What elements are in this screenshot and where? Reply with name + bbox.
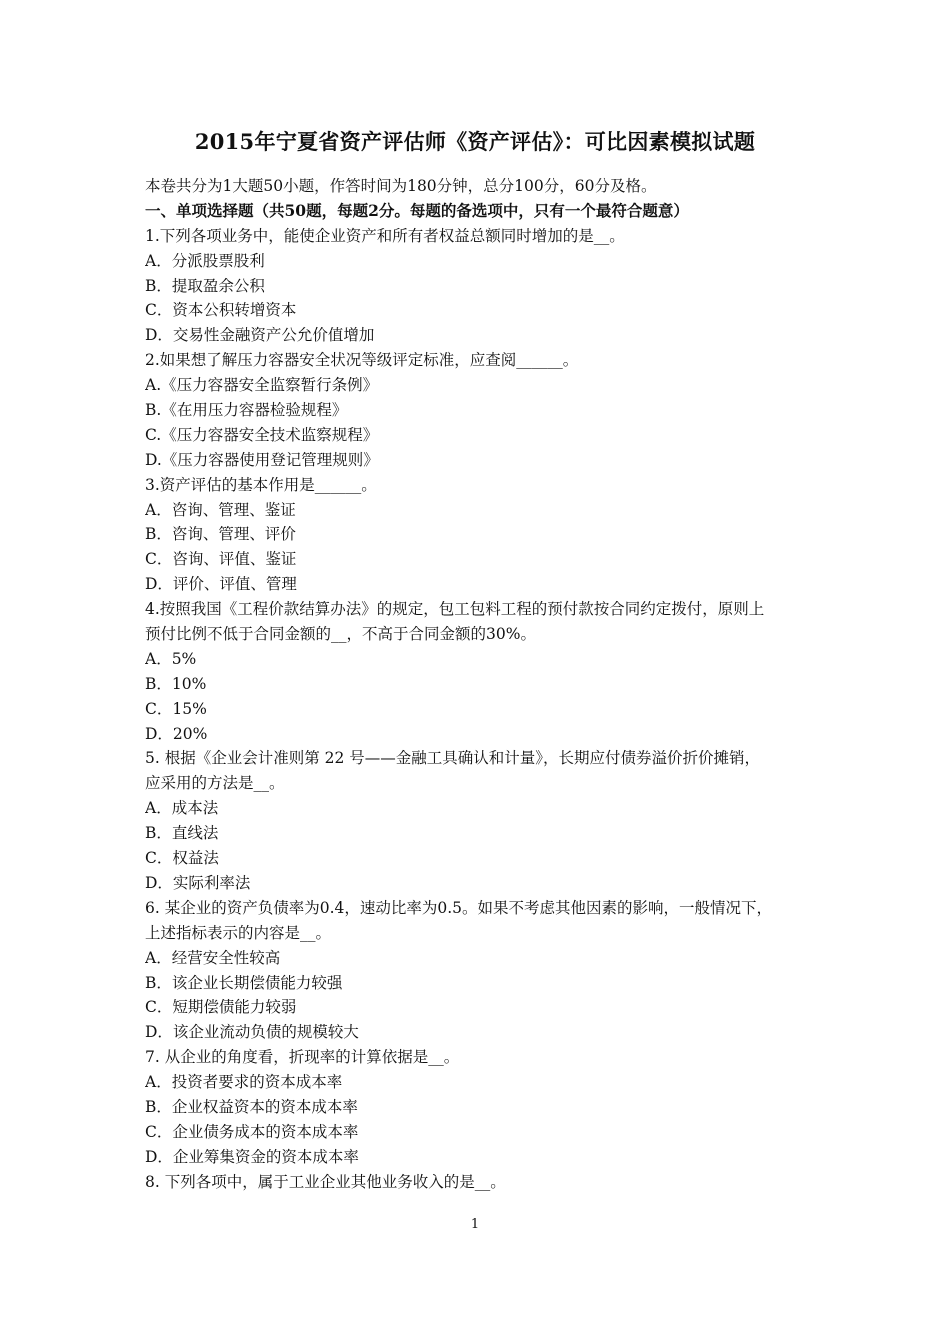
- question-item: [145, 746, 825, 895]
- answer-option: A.《压力容器安全监察暂行条例》: [145, 376, 379, 395]
- answer-option: B．提取盈余公积: [145, 276, 265, 295]
- question-list: [145, 224, 825, 1195]
- question-stem: 5. 根据《企业会计准则第 22 号——金融工具确认和计量》，长期应付债券溢价折价摊销，: [145, 749, 761, 768]
- question-item: [145, 896, 825, 1045]
- question-stem: 预付比例不低于合同金额的__，不高于合同金额的30%。: [145, 625, 536, 644]
- question-stem: 8. 下列各项中，属于工业企业其他业务收入的是__。: [145, 1172, 506, 1191]
- answer-option: D．实际利率法: [145, 873, 251, 892]
- answer-option: A．成本法: [145, 799, 219, 818]
- question-item: [145, 1170, 825, 1195]
- answer-option: A．经营安全性较高: [145, 948, 281, 967]
- answer-option: C．咨询、评值、鉴证: [145, 550, 297, 569]
- answer-option: C．短期偿债能力较弱: [145, 998, 297, 1017]
- question-stem: 应采用的方法是__。: [145, 774, 285, 793]
- answer-option: C．权益法: [145, 849, 219, 868]
- answer-option: B．企业权益资本的资本成本率: [145, 1097, 358, 1116]
- page-number: 1: [470, 1217, 480, 1232]
- answer-option: D．交易性金融资产公允价值增加: [145, 326, 375, 345]
- question-stem: 4.按照我国《工程价款结算办法》的规定，包工包料工程的预付款按合同约定拨付，原则上: [145, 600, 765, 619]
- question-stem: 1.下列各项业务中，能使企业资产和所有者权益总额同时增加的是__。: [145, 226, 625, 245]
- answer-option: A．投资者要求的资本成本率: [145, 1073, 343, 1092]
- document-body: [145, 174, 825, 1195]
- answer-option: B．直线法: [145, 824, 219, 843]
- document-title: 2015年宁夏省资产评估师《资产评估》：可比因素模拟试题: [194, 129, 756, 154]
- question-item: [145, 1045, 825, 1169]
- answer-option: D.《压力容器使用登记管理规则》: [145, 450, 379, 469]
- answer-option: D．20%: [145, 724, 208, 743]
- question-stem: 2.如果想了解压力容器安全状况等级评定标准，应查阅______。: [145, 351, 579, 370]
- question-item: [145, 473, 825, 597]
- question-stem: 6. 某企业的资产负债率为0.4，速动比率为0.5。如果不考虑其他因素的影响，一般情况下，: [145, 898, 773, 917]
- answer-option: B.《在用压力容器检验规程》: [145, 401, 348, 420]
- answer-option: B．咨询、管理、评价: [145, 525, 296, 544]
- answer-option: A．5%: [145, 649, 197, 668]
- answer-option: C．资本公积转增资本: [145, 301, 297, 320]
- answer-option: C.《压力容器安全技术监察规程》: [145, 425, 379, 444]
- question-stem: 3.资产评估的基本作用是______。: [145, 475, 377, 494]
- answer-option: A．咨询、管理、鉴证: [145, 500, 296, 519]
- answer-option: A．分派股票股利: [145, 251, 265, 270]
- answer-option: C．企业债务成本的资本成本率: [145, 1122, 359, 1141]
- question-stem: 上述指标表示的内容是__。: [145, 923, 332, 942]
- answer-option: D．企业筹集资金的资本成本率: [145, 1147, 359, 1166]
- answer-option: C．15%: [145, 699, 207, 718]
- answer-option: D．该企业流动负债的规模较大: [145, 1023, 359, 1042]
- section-heading: 一、单项选择题（共50题，每题2分。每题的备选项中，只有一个最符合题意）: [145, 200, 689, 220]
- question-item: [145, 597, 825, 746]
- question-item: [145, 224, 825, 348]
- exam-intro: 本卷共分为1大题50小题，作答时间为180分钟，总分100分，60分及格。: [145, 177, 657, 195]
- answer-option: B．10%: [145, 674, 207, 693]
- answer-option: B．该企业长期偿债能力较强: [145, 973, 343, 992]
- question-item: [145, 348, 825, 472]
- question-stem: 7. 从企业的角度看，折现率的计算依据是__。: [145, 1048, 460, 1067]
- answer-option: D．评价、评值、管理: [145, 575, 297, 594]
